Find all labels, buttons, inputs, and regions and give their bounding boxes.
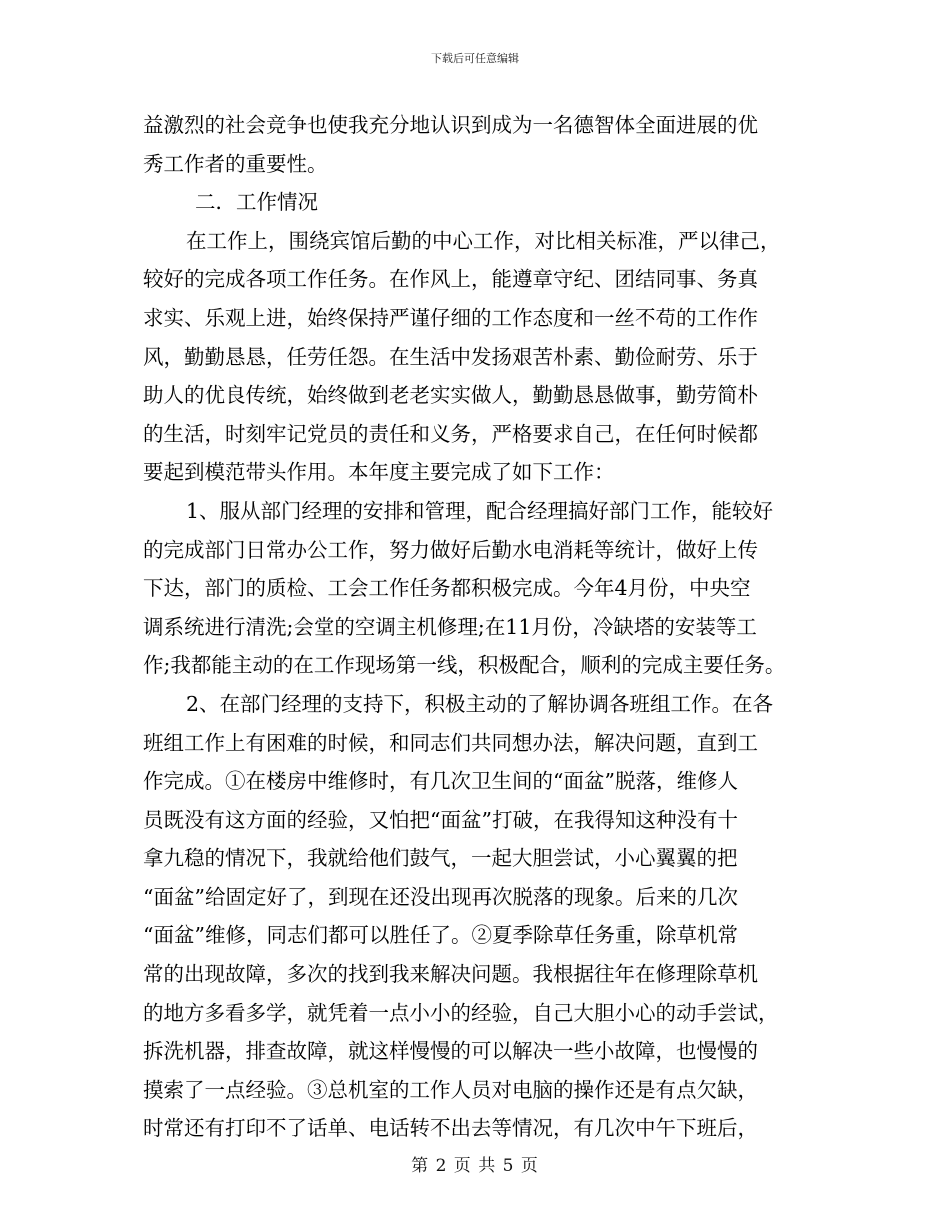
text-line: 班组工作上有困难的时候，和同志们共同想办法，解决问题，直到工	[143, 730, 758, 755]
text-line: 要起到模范带头作用。本年度主要完成了如下工作：	[143, 460, 615, 485]
text-line: 作;我都能主动的在工作现场第一线，积极配合，顺利的完成主要任务。	[143, 653, 786, 678]
text-line: 调系统进行清洗;会堂的空调主机修理;在11月份，冷缺塔的安装等工	[143, 614, 757, 639]
text-line: 益激烈的社会竞争也使我充分地认识到成为一名德智体全面进展的优	[143, 113, 758, 137]
text-line: 拿九稳的情况下，我就给他们鼓气，一起大胆尝试，小心翼翼的把	[143, 846, 738, 871]
text-line: 摸索了一点经验。③总机室的工作人员对电脑的操作还是有点欠缺，	[143, 1077, 758, 1102]
text-line: 秀工作者的重要性。	[143, 151, 328, 176]
paragraph-start-line: 在工作上，围绕宾馆后勤的中心工作，对比相关标准，严以律己，	[186, 228, 781, 253]
page-header: 下载后可任意编辑	[431, 52, 519, 65]
paragraph-start-line: 2、在部门经理的支持下，积极主动的了解协调各班组工作。在各	[186, 691, 774, 716]
text-line: 下达，部门的质检、工会工作任务都积极完成。今年4月份，中央空	[143, 576, 751, 601]
text-line: 员既没有这方面的经验，又怕把“面盆”打破，在我得知这种没有十	[143, 807, 738, 832]
text-line: 求实、乐观上进，始终保持严谨仔细的工作态度和一丝不苟的工作作	[143, 305, 758, 330]
page-footer: 第 2 页 共 5 页	[411, 1156, 539, 1176]
text-line: 的生活，时刻牢记党员的责任和义务，严格要求自己，在任何时候都	[143, 421, 758, 446]
section-heading: 二．工作情况	[195, 190, 318, 215]
text-line: 的完成部门日常办公工作，努力做好后勤水电消耗等统计，做好上传	[143, 537, 758, 562]
text-line: 的地方多看多学，就凭着一点小小的经验，自己大胆小心的动手尝试，	[143, 1000, 779, 1025]
paragraph-start-line: 1、服从部门经理的安排和管理，配合经理搞好部门工作，能较好	[186, 498, 774, 523]
text-line: 助人的优良传统，始终做到老老实实做人，勤勤恳恳做事，勤劳简朴	[143, 383, 758, 408]
text-line: “面盆”给固定好了，到现在还没出现再次脱落的现象。后来的几次	[143, 884, 738, 909]
text-line: 常的出现故障，多次的找到我来解决问题。我根据往年在修理除草机	[143, 962, 758, 987]
text-line: 时常还有打印不了话单、电话转不出去等情况，有几次中午下班后，	[143, 1116, 758, 1141]
document-body	[143, 106, 823, 1148]
text-line: 作完成。①在楼房中维修时，有几次卫生间的“面盆”脱落，维修人	[143, 769, 738, 794]
text-line: 风，勤勤恳恳，任劳任怨。在生活中发扬艰苦朴素、勤俭耐劳、乐于	[143, 344, 758, 369]
text-line: “面盆”维修，同志们都可以胜任了。②夏季除草任务重，除草机常	[143, 923, 738, 948]
text-line: 较好的完成各项工作任务。在作风上，能遵章守纪、团结同事、务真	[143, 267, 758, 292]
text-line: 拆洗机器，排查故障，就这样慢慢的可以解决一些小故障，也慢慢的	[143, 1039, 758, 1064]
